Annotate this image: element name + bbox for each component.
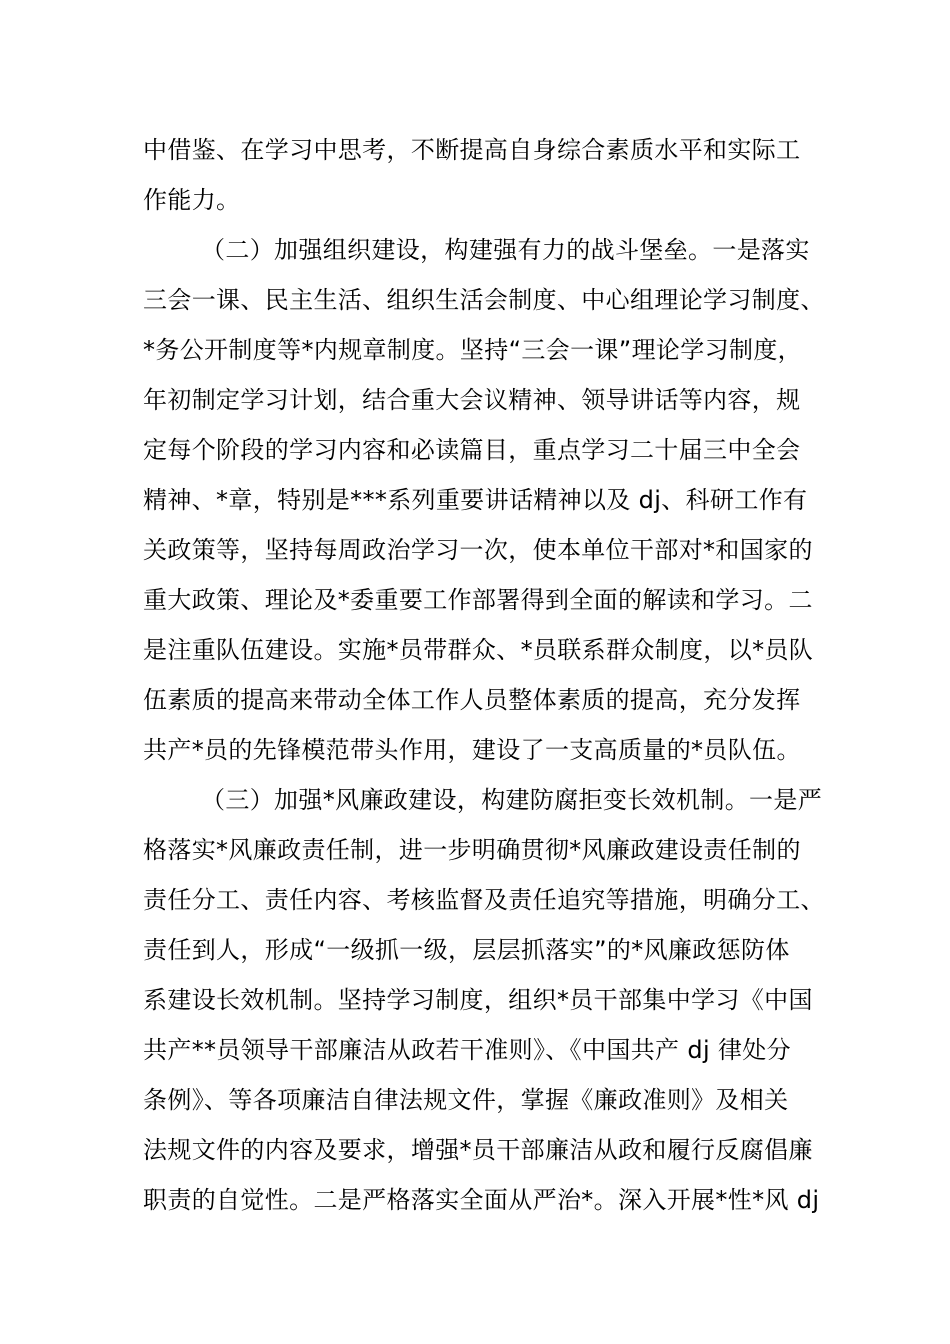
text-line-8: 精神、*章，特别是***系列重要讲话精神以及 dj、科研工作有 [143,486,808,514]
text-line-10: 重大政策、理论及*委重要工作部署得到全面的解读和学习。二 [143,586,813,614]
section-heading-2: （二）加强组织建设，构建强有力的战斗堡垒。一是落实 [201,236,810,264]
text-line-20: 条例》、等各项廉洁自律法规文件，掌握《廉政准则》及相关 [143,1086,789,1114]
text-line-4: 三会一课、民主生活、组织生活会制度、中心组理论学习制度、 [143,286,825,314]
text-line-5: *务公开制度等*内规章制度。坚持“三会一课”理论学习制度， [143,336,803,364]
text-line-15: 格落实*风廉政责任制，进一步明确贯彻*风廉政建设责任制的 [143,836,801,864]
text-line-22: 职责的自觉性。二是严格落实全面从严治*。深入开展*性*风 dj [143,1186,820,1214]
text-line-13: 共产*员的先锋模范带头作用，建设了一支高质量的*员队伍。 [143,736,801,764]
text-line-7: 定每个阶段的学习内容和必读篇目，重点学习二十届三中全会 [143,436,801,464]
text-line-17: 责任到人，形成“一级抓一级，层层抓落实”的*风廉政惩防体 [143,936,790,964]
text-line-21: 法规文件的内容及要求，增强*员干部廉洁从政和履行反腐倡廉 [143,1136,813,1164]
body-text [143,125,833,1225]
text-line-12: 伍素质的提高来带动全体工作人员整体素质的提高，充分发挥 [143,686,801,714]
text-line-18: 系建设长效机制。坚持学习制度，组织*员干部集中学习《中国 [143,986,813,1014]
text-line-19: 共产**员领导干部廉洁从政若干准则》、《中国共产 dj 律处分 [143,1036,792,1064]
text-line-11: 是注重队伍建设。实施*员带群众、*员联系群众制度，以*员队 [143,636,814,664]
text-line-6: 年初制定学习计划，结合重大会议精神、领导讲话等内容，规 [143,386,801,414]
text-line-16: 责任分工、责任内容、考核监督及责任追究等措施，明确分工、 [143,886,825,914]
section-heading-3: （三）加强*风廉政建设，构建防腐拒变长效机制。一是严 [201,786,823,814]
text-line-1: 中借鉴、在学习中思考，不断提高自身综合素质水平和实际工 [143,136,801,164]
text-line-9: 关政策等，坚持每周政治学习一次，使本单位干部对*和国家的 [143,536,813,564]
text-line-2: 作能力。 [143,186,241,214]
